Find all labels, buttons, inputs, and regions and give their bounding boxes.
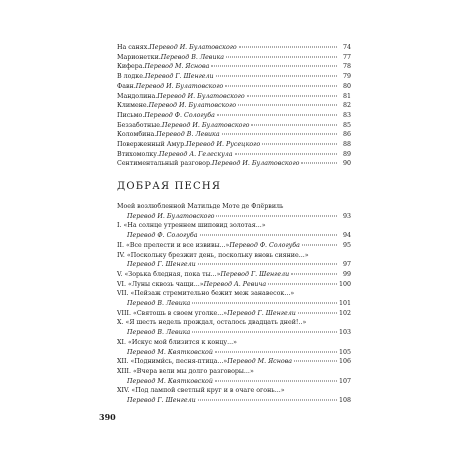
entry-title: I. «На солнце утреннем шиповид золотая...» <box>117 222 266 230</box>
entry-title: Фавн. <box>117 82 136 90</box>
entry-title: Марионетки. <box>117 53 161 61</box>
dot-leader <box>302 244 337 245</box>
entry-translator: Перевод И. Булатовского <box>212 160 300 168</box>
entry-translator: Перевод М. Квятковской <box>127 348 213 356</box>
entry-translator: Перевод Г. Шенгели <box>220 270 290 278</box>
entry-translator: Перевод И. Булатовского <box>149 44 237 51</box>
toc-entry[interactable] <box>117 367 351 386</box>
toc-entry[interactable] <box>117 318 351 337</box>
entry-translator: Перевод М. Яснова <box>227 358 293 366</box>
entry-page: 101 <box>339 300 352 308</box>
entry-translator: Перевод Ф. Сологуба <box>229 241 300 249</box>
entry-page: 80 <box>342 82 351 90</box>
entry-page: 77 <box>342 53 351 61</box>
entry-page: 85 <box>342 121 351 129</box>
dot-leader <box>238 105 337 106</box>
toc-entry[interactable] <box>117 92 351 102</box>
entry-translator: Перевод А. Гелескула <box>158 150 233 158</box>
entry-title: Климене. <box>117 102 149 110</box>
entry-translator: Перевод И. Булатовского <box>157 92 245 100</box>
toc-entry[interactable] <box>117 82 351 92</box>
entry-page: 79 <box>342 73 351 81</box>
dot-leader <box>215 351 337 352</box>
toc-entry[interactable] <box>117 289 351 308</box>
dot-leader <box>294 361 337 362</box>
entry-translator: Перевод В. Левика <box>160 53 225 61</box>
entry-translator: Перевод И. Булатовского <box>161 121 250 129</box>
entry-translator: Перевод И. Русецкого <box>186 141 261 149</box>
toc-entry[interactable] <box>117 43 351 53</box>
entry-title: Беззаботные. <box>117 121 162 129</box>
entry-title: Втихомолку. <box>117 150 159 158</box>
toc-entry[interactable] <box>117 338 351 357</box>
dot-leader <box>235 153 337 154</box>
entry-translator: Перевод В. Левика <box>127 329 191 337</box>
toc-entry[interactable] <box>117 159 351 169</box>
toc-entry[interactable] <box>117 72 351 82</box>
dot-leader <box>268 283 337 284</box>
dot-leader <box>291 273 337 274</box>
dot-leader <box>226 56 337 57</box>
entry-translator: Перевод М. Квятковской <box>127 377 213 385</box>
entry-page: 93 <box>342 212 351 220</box>
dot-leader <box>222 134 337 135</box>
dot-leader <box>216 76 337 77</box>
toc-section-2 <box>117 202 351 406</box>
entry-title: В лодке. <box>117 73 145 81</box>
entry-title: XIV. «Под лампой светлый круг и в очаге огонь...» <box>117 387 285 395</box>
toc-entry[interactable] <box>117 270 351 280</box>
dot-leader <box>215 380 337 381</box>
dot-leader <box>239 47 337 48</box>
dot-leader <box>298 312 337 313</box>
entry-title: Коломбина. <box>117 131 157 139</box>
toc-entry[interactable] <box>117 241 351 251</box>
entry-page: 78 <box>342 63 351 71</box>
entry-page: 99 <box>342 270 351 278</box>
toc-entry[interactable] <box>117 202 351 221</box>
dot-leader <box>200 235 338 236</box>
dot-leader <box>198 400 337 401</box>
entry-title: XIII. «Вчера вели мы долго разговоры...» <box>117 367 254 375</box>
entry-title: Кифера. <box>117 63 145 71</box>
entry-page: 107 <box>339 377 352 385</box>
entry-page: 105 <box>339 348 352 356</box>
entry-title: IV. «Поскольку брезжит день, поскольку вновь сияние...» <box>117 251 309 259</box>
entry-translator: Перевод Г. Шенгели <box>144 73 214 81</box>
toc-entry[interactable] <box>117 150 351 160</box>
entry-title: Поверженный Амур. <box>117 141 187 149</box>
entry-page: 97 <box>342 261 351 269</box>
entry-page: 94 <box>342 232 351 240</box>
toc-entry[interactable] <box>117 121 351 131</box>
toc-entry[interactable] <box>117 140 351 150</box>
entry-page: 88 <box>342 141 351 149</box>
entry-title: VI. «Луны сквозь чащи...» <box>117 280 204 288</box>
entry-title: XI. «Искус мой близится к концу...» <box>117 338 237 346</box>
toc-entry[interactable] <box>117 62 351 72</box>
dot-leader <box>225 85 337 86</box>
entry-translator: Перевод И. Булатовского <box>127 212 215 220</box>
entry-title: На санях. <box>117 44 150 51</box>
entry-translator: Перевод Г. Шенгели <box>127 397 196 405</box>
toc-entry[interactable] <box>117 386 351 405</box>
dot-leader <box>251 124 337 125</box>
entry-translator: Перевод Г. Шенгели <box>227 309 296 317</box>
entry-page: 74 <box>342 44 351 51</box>
toc-entry[interactable] <box>117 251 351 270</box>
entry-title: V. «Зорька бледная, пока ты...» <box>117 270 221 278</box>
entry-title: Письмо. <box>117 111 145 119</box>
entry-page: 90 <box>342 160 351 168</box>
entry-translator: Перевод В. Левика <box>156 131 220 139</box>
dot-leader <box>192 332 337 333</box>
toc-entry[interactable] <box>117 130 351 140</box>
entry-translator: Перевод Ф. Сологуба <box>127 232 198 240</box>
entry-page: 102 <box>339 309 352 317</box>
dot-leader <box>247 95 337 96</box>
dot-leader <box>198 264 337 265</box>
entry-title: XII. «Подними́сь, песня-птица...» <box>117 358 228 366</box>
toc-entry[interactable] <box>117 280 351 290</box>
entry-page: 95 <box>342 241 351 249</box>
section-heading: ДОБРАЯ ПЕСНЯ <box>117 181 222 192</box>
entry-page: 100 <box>339 280 352 288</box>
entry-page: 83 <box>342 111 351 119</box>
entry-title: Мандолина. <box>117 92 158 100</box>
dot-leader <box>192 303 337 304</box>
dot-leader <box>301 163 337 164</box>
entry-translator: Перевод Ф. Сологуба <box>144 111 215 119</box>
toc-section-1 <box>117 43 351 169</box>
entry-translator: Перевод И. Булатовского <box>135 82 224 90</box>
entry-title: Сентиментальный разговор. <box>117 160 212 168</box>
entry-page: 106 <box>339 358 352 366</box>
entry-translator: Перевод Г. Шенгели <box>127 261 196 269</box>
toc-entry[interactable] <box>117 357 351 367</box>
entry-page: 86 <box>342 131 351 139</box>
entry-page: 82 <box>342 102 351 110</box>
entry-page: 103 <box>339 329 352 337</box>
toc-entry[interactable] <box>117 53 351 63</box>
entry-title: X. «Я шесть недель прождал, осталось двадцать дней!..» <box>117 319 307 327</box>
entry-page: 81 <box>342 92 351 100</box>
entry-translator: Перевод М. Яснова <box>144 63 210 71</box>
entry-title: II. «Все прелести и все извивы...» <box>117 241 230 249</box>
dot-leader <box>217 114 337 115</box>
dot-leader <box>211 66 337 67</box>
entry-page: 108 <box>339 397 352 405</box>
toc-entry[interactable] <box>117 111 351 121</box>
entry-title: Моей возлюбленной Матильде Моте де Флёрвиль <box>117 203 284 210</box>
entry-title: VIII. «Святошь в своем уголке...» <box>117 309 228 317</box>
toc-entry[interactable] <box>117 101 351 111</box>
entry-translator: Перевод И. Булатовского <box>148 102 237 110</box>
dot-leader <box>216 215 337 216</box>
page-number: 390 <box>99 412 116 422</box>
entry-translator: Перевод А. Ревича <box>203 280 267 288</box>
dot-leader <box>262 144 337 145</box>
entry-page: 89 <box>342 150 351 158</box>
entry-title: VII. «Пейзаж стремительно бежит меж занавесок...» <box>117 290 295 298</box>
toc-entry[interactable] <box>117 309 351 319</box>
entry-translator: Перевод В. Левика <box>127 300 191 308</box>
toc-entry[interactable] <box>117 221 351 240</box>
